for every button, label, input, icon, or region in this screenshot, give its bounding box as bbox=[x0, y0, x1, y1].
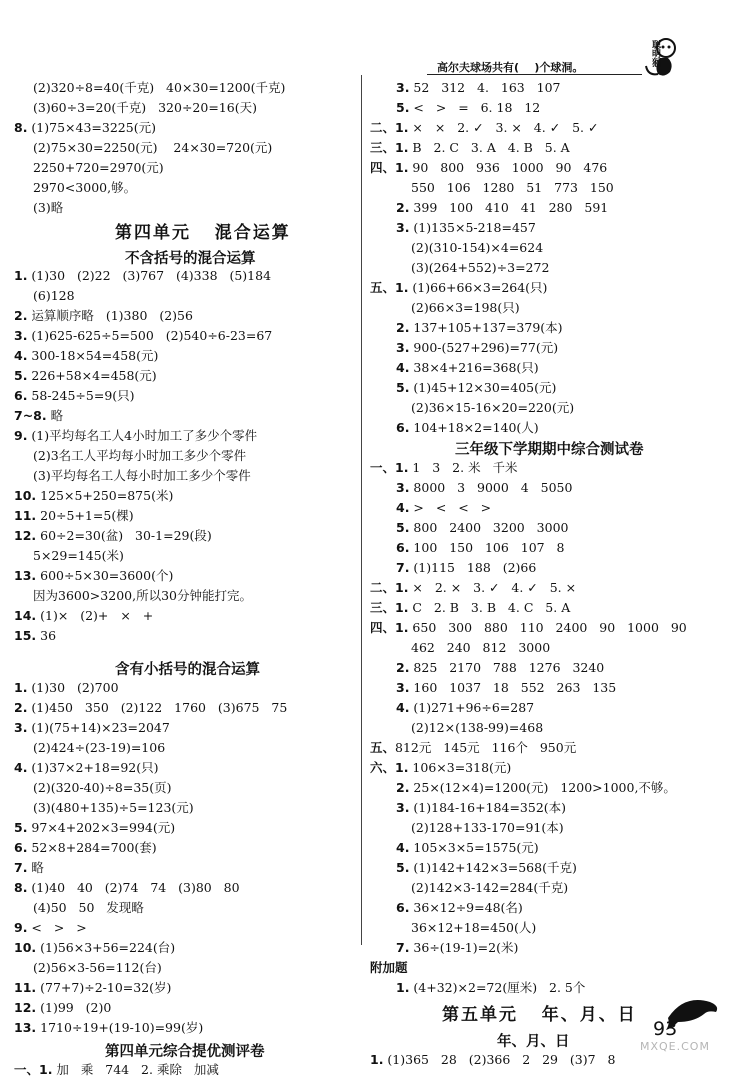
answer-line bbox=[396, 540, 565, 556]
answer-text: 550 106 1280 51 773 150 bbox=[411, 180, 614, 195]
header-rule bbox=[427, 74, 642, 75]
answer-text: 106×3=318(元) bbox=[408, 760, 512, 775]
answer-text: 800 2400 3200 3000 bbox=[409, 520, 569, 535]
answer-line bbox=[14, 388, 135, 404]
question-number: 3. bbox=[396, 340, 410, 355]
question-number: 6. bbox=[396, 900, 410, 915]
question-number: 7~8. bbox=[14, 408, 47, 423]
question-number: 8. bbox=[14, 880, 28, 895]
question-number: 5. bbox=[14, 820, 28, 835]
answer-line bbox=[396, 340, 558, 356]
question-number: 5. bbox=[14, 368, 28, 383]
question-number: 13. bbox=[14, 568, 37, 583]
answer-text: 90 800 936 1000 90 476 bbox=[408, 160, 608, 175]
answer-text: 97×4+202×3=994(元) bbox=[27, 820, 176, 835]
answer-text: 600÷5×30=3600(个) bbox=[36, 568, 174, 583]
question-number: 3. bbox=[396, 220, 410, 235]
answer-text: (2)3名工人平均每小时加工多少个零件 bbox=[33, 448, 247, 463]
answer-line bbox=[33, 80, 285, 96]
question-number: 6. bbox=[14, 840, 28, 855]
answer-text: (2)(310-154)×4=624 bbox=[411, 240, 544, 255]
answer-line bbox=[14, 408, 63, 424]
answer-line bbox=[33, 160, 164, 176]
answer-line bbox=[14, 760, 158, 776]
brand-label: 聪明猴 bbox=[652, 41, 662, 69]
answer-line bbox=[14, 328, 272, 344]
answer-line bbox=[396, 700, 534, 716]
question-number: 9. bbox=[14, 920, 28, 935]
question-number: 9. bbox=[14, 428, 28, 443]
answer-text: 160 1037 18 552 263 135 bbox=[409, 680, 617, 695]
answer-text: 52×8+284=700(套) bbox=[27, 840, 157, 855]
answer-text: 812元 145元 116个 950元 bbox=[395, 740, 577, 755]
answer-line bbox=[411, 400, 574, 416]
answer-line bbox=[396, 840, 539, 856]
answer-text: (2)12×(138-99)=468 bbox=[411, 720, 544, 735]
answer-text: 900-(527+296)=77(元) bbox=[409, 340, 559, 355]
page-number: 93 bbox=[653, 1018, 678, 1040]
question-number: 3. bbox=[396, 80, 410, 95]
question-number: 四、1. bbox=[370, 620, 409, 635]
answer-text: 104+18×2=140(人) bbox=[409, 420, 539, 435]
answer-line bbox=[33, 140, 272, 156]
answer-line bbox=[396, 780, 676, 796]
answer-text: 300-18×54=458(元) bbox=[27, 348, 159, 363]
answer-text: 2970<3000,够。 bbox=[33, 180, 137, 195]
answer-text: (1)37×2+18=92(只) bbox=[27, 760, 159, 775]
question-number: 3. bbox=[14, 720, 28, 735]
question-number: 6. bbox=[396, 420, 410, 435]
answer-line bbox=[14, 308, 193, 324]
answer-line bbox=[396, 500, 491, 516]
answer-line bbox=[396, 200, 608, 216]
question-number: 5. bbox=[396, 380, 410, 395]
answer-line bbox=[33, 100, 257, 116]
question-number: 8. bbox=[14, 120, 28, 135]
answer-line bbox=[14, 940, 175, 956]
answer-text: (3)平均每名工人每小时加工多少个零件 bbox=[33, 468, 251, 483]
answer-line bbox=[14, 268, 271, 284]
answer-line bbox=[14, 1000, 111, 1016]
answer-line bbox=[33, 448, 246, 464]
answer-line bbox=[14, 628, 56, 644]
question-number: 7. bbox=[396, 560, 410, 575]
question-number: 15. bbox=[14, 628, 37, 643]
question-number: 4. bbox=[396, 360, 410, 375]
answer-line bbox=[14, 368, 157, 384]
question-number: 11. bbox=[14, 980, 37, 995]
question-number: 五、 bbox=[370, 740, 396, 755]
answer-line bbox=[370, 280, 547, 296]
answer-line bbox=[14, 880, 240, 896]
answer-text: 462 240 812 3000 bbox=[411, 640, 551, 655]
answer-text: 略 bbox=[46, 408, 64, 423]
answer-line bbox=[396, 320, 563, 336]
question-number: 1. bbox=[396, 980, 410, 995]
answer-text: 1 3 2. 米 千米 bbox=[408, 460, 518, 475]
answer-text: (2)424÷(23-19)=106 bbox=[33, 740, 166, 755]
answer-text: (1)625-625÷5=500 (2)540÷6-23=67 bbox=[27, 328, 273, 343]
answer-line bbox=[33, 780, 172, 796]
answer-text: (2)142×3-142=284(千克) bbox=[411, 880, 569, 895]
answer-text: (1)56×3+56=224(台) bbox=[36, 940, 176, 955]
answer-line bbox=[396, 660, 604, 676]
answer-text: 20÷5+1=5(棵) bbox=[36, 508, 134, 523]
answer-text: (1)75×43=3225(元) bbox=[27, 120, 156, 135]
answer-line bbox=[396, 380, 556, 396]
question-number: 1. bbox=[370, 1052, 384, 1067]
answer-line bbox=[411, 920, 536, 936]
question-number: 3. bbox=[396, 800, 410, 815]
answer-text: (2)128+133-170=91(本) bbox=[411, 820, 564, 835]
answer-line bbox=[396, 980, 585, 996]
question-number: 6. bbox=[396, 540, 410, 555]
question-number: 12. bbox=[14, 1000, 37, 1015]
question-number: 一、1. bbox=[14, 1062, 53, 1077]
answer-line bbox=[33, 960, 162, 976]
question-number: 10. bbox=[14, 488, 37, 503]
answer-text: 25×(12×4)=1200(元) 1200>1000,不够。 bbox=[409, 780, 676, 795]
answer-line bbox=[411, 880, 568, 896]
answer-text: < > > bbox=[27, 920, 87, 935]
question-number: 6. bbox=[14, 388, 28, 403]
question-number: 六、1. bbox=[370, 760, 409, 775]
section-heading: 第四单元综合提优测评卷 bbox=[105, 1044, 265, 1060]
answer-line bbox=[396, 100, 540, 116]
answer-text: 399 100 410 41 280 591 bbox=[409, 200, 609, 215]
answer-text: (1)450 350 (2)122 1760 (3)675 75 bbox=[27, 700, 288, 715]
answer-text: (1)30 (2)22 (3)767 (4)338 (5)184 bbox=[27, 268, 272, 283]
answer-text: × × 2. ✓ 3. × 4. ✓ 5. ✓ bbox=[408, 120, 599, 135]
question-number: 11. bbox=[14, 508, 37, 523]
answer-line bbox=[14, 568, 173, 584]
answer-text: > < < > bbox=[409, 500, 492, 515]
answer-line bbox=[411, 260, 549, 276]
answer-line bbox=[396, 220, 536, 236]
section-heading: 年、月、日 bbox=[497, 1034, 570, 1050]
answer-line bbox=[370, 960, 408, 976]
question-number: 附加题 bbox=[370, 960, 408, 975]
answer-line bbox=[14, 528, 212, 544]
answer-text: (1)× (2)+ × + bbox=[36, 608, 154, 623]
answer-text: (1)365 28 (2)366 2 29 (3)7 8 bbox=[383, 1052, 616, 1067]
answer-line bbox=[14, 840, 157, 856]
answer-text: B 2. C 3. A 4. B 5. A bbox=[408, 140, 570, 155]
answer-line bbox=[14, 720, 170, 736]
answer-text: (1)45+12×30=405(元) bbox=[409, 380, 557, 395]
section-heading: 第五单元 年、月、日 bbox=[442, 1005, 637, 1025]
answer-text: (4)50 50 发现略 bbox=[33, 900, 144, 915]
section-heading: 第四单元 混合运算 bbox=[115, 223, 291, 243]
answer-text: (2)36×15-16×20=220(元) bbox=[411, 400, 575, 415]
answer-text: 58-245÷5=9(只) bbox=[27, 388, 135, 403]
question-number: 1. bbox=[14, 268, 28, 283]
answer-line bbox=[396, 80, 561, 96]
answer-text: (3)略 bbox=[33, 200, 64, 215]
answer-line bbox=[396, 420, 539, 436]
section-heading: 不含括号的混合运算 bbox=[125, 251, 256, 267]
answer-text: (1)184-16+184=352(本) bbox=[409, 800, 567, 815]
answer-text: 8000 3 9000 4 5050 bbox=[409, 480, 573, 495]
answer-text: (3)(480+135)÷5=123(元) bbox=[33, 800, 194, 815]
question-number: 3. bbox=[396, 480, 410, 495]
question-number: 4. bbox=[396, 840, 410, 855]
answer-text: 加 乘 744 2. 乘除 加减 bbox=[52, 1062, 219, 1077]
answer-line bbox=[396, 480, 572, 496]
question-number: 12. bbox=[14, 528, 37, 543]
answer-line bbox=[33, 468, 251, 484]
question-number: 四、1. bbox=[370, 160, 409, 175]
answer-text: (2)(320-40)÷8=35(页) bbox=[33, 780, 172, 795]
answer-text: (1)142+142×3=568(千克) bbox=[409, 860, 577, 875]
answer-text: (1)99 (2)0 bbox=[36, 1000, 112, 1015]
header-text: 高尔夫球场共有( )个球洞。 bbox=[437, 61, 584, 74]
answer-line bbox=[411, 720, 543, 736]
answer-line bbox=[14, 488, 173, 504]
answer-line bbox=[411, 240, 543, 256]
answer-text: (4+32)×2=72(厘米) 2. 5个 bbox=[409, 980, 586, 995]
question-number: 4. bbox=[396, 700, 410, 715]
question-number: 二、1. bbox=[370, 120, 409, 135]
question-number: 三、1. bbox=[370, 140, 409, 155]
answer-text: 38×4+216=368(只) bbox=[409, 360, 539, 375]
answer-text: (1)135×5-218=457 bbox=[409, 220, 536, 235]
question-number: 7. bbox=[396, 940, 410, 955]
column-divider bbox=[361, 75, 362, 945]
answer-line bbox=[396, 940, 518, 956]
answer-line bbox=[396, 360, 539, 376]
question-number: 3. bbox=[14, 328, 28, 343]
question-number: 2. bbox=[14, 700, 28, 715]
answer-text: 5×29=145(米) bbox=[33, 548, 124, 563]
answer-text: 36÷(19-1)=2(米) bbox=[409, 940, 519, 955]
answer-text: (1)40 40 (2)74 74 (3)80 80 bbox=[27, 880, 240, 895]
question-number: 5. bbox=[396, 860, 410, 875]
answer-text: (2)320÷8=40(千克) 40×30=1200(千克) bbox=[33, 80, 286, 95]
answer-text: (1)30 (2)700 bbox=[27, 680, 119, 695]
answer-line bbox=[14, 608, 153, 624]
answer-text: 36×12+18=450(人) bbox=[411, 920, 537, 935]
answer-text: (77+7)÷2-10=32(岁) bbox=[36, 980, 172, 995]
answer-text: 60÷2=30(盆) 30-1=29(段) bbox=[36, 528, 212, 543]
answer-line bbox=[14, 700, 287, 716]
question-number: 三、1. bbox=[370, 600, 409, 615]
question-number: 1. bbox=[14, 680, 28, 695]
answer-text: (2)66×3=198(只) bbox=[411, 300, 520, 315]
answer-line bbox=[396, 560, 536, 576]
answer-line bbox=[396, 900, 523, 916]
answer-line bbox=[14, 680, 119, 696]
question-number: 五、1. bbox=[370, 280, 409, 295]
question-number: 2. bbox=[14, 308, 28, 323]
answer-line bbox=[411, 300, 520, 316]
answer-line bbox=[33, 588, 252, 604]
answer-text: 略 bbox=[27, 860, 44, 875]
answer-line bbox=[33, 180, 136, 196]
answer-text: (1)66+66×3=264(只) bbox=[408, 280, 548, 295]
question-number: 4. bbox=[14, 348, 28, 363]
question-number: 3. bbox=[396, 680, 410, 695]
section-heading: 三年级下学期期中综合测试卷 bbox=[455, 442, 644, 458]
answer-line bbox=[370, 580, 576, 596]
answer-line bbox=[396, 860, 577, 876]
answer-text: (1)271+96÷6=287 bbox=[409, 700, 535, 715]
answer-line bbox=[14, 428, 257, 444]
question-number: 一、1. bbox=[370, 460, 409, 475]
answer-line bbox=[33, 800, 194, 816]
answer-text: 36 bbox=[36, 628, 57, 643]
answer-line bbox=[14, 820, 175, 836]
answer-line bbox=[14, 348, 158, 364]
answer-line bbox=[370, 460, 518, 476]
watermark-text: MXQE.COM bbox=[640, 1040, 710, 1053]
answer-line bbox=[14, 980, 171, 996]
answer-text: (2)75×30=2250(元) 24×30=720(元) bbox=[33, 140, 273, 155]
answer-text: (1)平均每名工人4小时加工了多少个零件 bbox=[27, 428, 258, 443]
answer-line bbox=[33, 288, 75, 304]
answer-line bbox=[14, 1020, 203, 1036]
answer-line bbox=[411, 180, 614, 196]
answer-text: (3)(264+552)÷3=272 bbox=[411, 260, 550, 275]
answer-text: × 2. × 3. ✓ 4. ✓ 5. × bbox=[408, 580, 577, 595]
answer-line bbox=[370, 760, 511, 776]
answer-text: C 2. B 3. B 4. C 5. A bbox=[408, 600, 571, 615]
answer-text: 226+58×4=458(元) bbox=[27, 368, 157, 383]
answer-text: 100 150 106 107 8 bbox=[409, 540, 565, 555]
answer-line bbox=[14, 860, 44, 876]
answer-line bbox=[14, 508, 134, 524]
answer-text: < > = 6. 18 12 bbox=[409, 100, 541, 115]
answer-text: 825 2170 788 1276 3240 bbox=[409, 660, 605, 675]
answer-text: 因为3600>3200,所以30分钟能打完。 bbox=[33, 588, 252, 603]
answer-text: 52 312 4. 163 107 bbox=[409, 80, 561, 95]
answer-text: 1710÷19+(19-10)=99(岁) bbox=[36, 1020, 204, 1035]
question-number: 4. bbox=[14, 760, 28, 775]
answer-line bbox=[370, 120, 598, 136]
answer-line bbox=[411, 820, 564, 836]
answer-line bbox=[14, 1062, 219, 1078]
question-number: 2. bbox=[396, 200, 410, 215]
answer-text: (1)115 188 (2)66 bbox=[409, 560, 537, 575]
answer-text: 650 300 880 110 2400 90 1000 90 bbox=[408, 620, 687, 635]
answer-text: 36×12÷9=48(名) bbox=[409, 900, 523, 915]
page-header bbox=[412, 58, 642, 76]
answer-text: (6)128 bbox=[33, 288, 75, 303]
question-number: 2. bbox=[396, 320, 410, 335]
question-number: 10. bbox=[14, 940, 37, 955]
question-number: 14. bbox=[14, 608, 37, 623]
question-number: 5. bbox=[396, 520, 410, 535]
question-number: 13. bbox=[14, 1020, 37, 1035]
question-number: 2. bbox=[396, 780, 410, 795]
answer-line bbox=[396, 800, 566, 816]
question-number: 5. bbox=[396, 100, 410, 115]
answer-line bbox=[370, 1052, 615, 1068]
answer-text: 运算顺序略 (1)380 (2)56 bbox=[27, 308, 193, 323]
answer-line bbox=[396, 520, 568, 536]
answer-text: 2250+720=2970(元) bbox=[33, 160, 164, 175]
answer-line bbox=[411, 640, 550, 656]
question-number: 7. bbox=[14, 860, 28, 875]
question-number: 4. bbox=[396, 500, 410, 515]
answer-line bbox=[33, 200, 63, 216]
question-number: 二、1. bbox=[370, 580, 409, 595]
answer-text: (1)(75+14)×23=2047 bbox=[27, 720, 170, 735]
answer-text: 105×3×5=1575(元) bbox=[409, 840, 539, 855]
answer-line bbox=[370, 620, 687, 636]
answer-line bbox=[14, 920, 87, 936]
answer-text: 125×5+250=875(米) bbox=[36, 488, 174, 503]
answer-text: (2)56×3-56=112(台) bbox=[33, 960, 162, 975]
answer-line bbox=[396, 680, 616, 696]
answer-text: (3)60÷3=20(千克) 320÷20=16(天) bbox=[33, 100, 257, 115]
question-number: 2. bbox=[396, 660, 410, 675]
answer-line bbox=[33, 548, 124, 564]
answer-line bbox=[33, 900, 144, 916]
answer-line bbox=[33, 740, 165, 756]
answer-line bbox=[370, 740, 576, 756]
answer-line bbox=[370, 160, 607, 176]
answer-line bbox=[14, 120, 156, 136]
answer-text: 137+105+137=379(本) bbox=[409, 320, 563, 335]
answer-line bbox=[370, 140, 570, 156]
section-heading: 含有小括号的混合运算 bbox=[115, 662, 260, 678]
answer-line bbox=[370, 600, 570, 616]
